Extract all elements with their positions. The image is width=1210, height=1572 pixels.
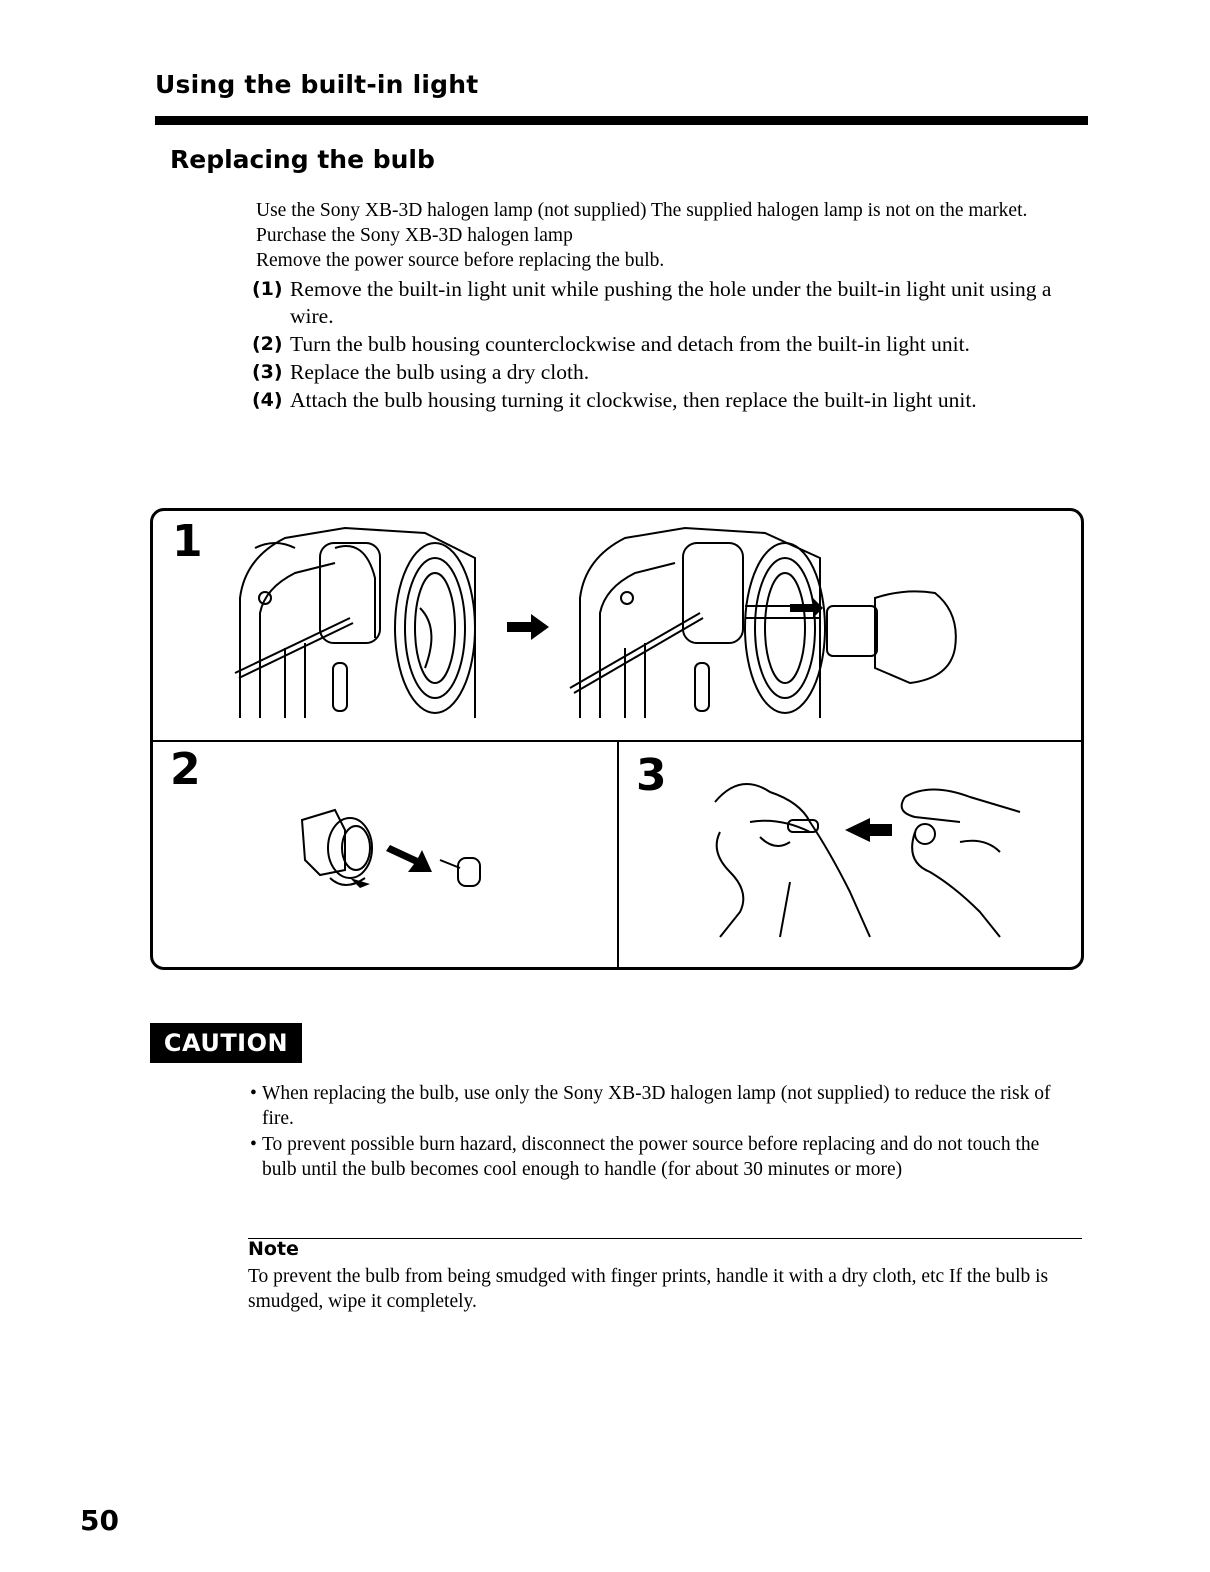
caution-label: CAUTION bbox=[150, 1023, 302, 1063]
note-text: To prevent the bulb from being smudged with finger prints, handle it with a dry cloth, etc If the bulb is smudged, wipe it completely. bbox=[248, 1266, 1049, 1312]
caution-item-text: When replacing the bulb, use only the Sony XB-3D halogen lamp (not supplied) to reduce the risk of fire. bbox=[262, 1083, 1051, 1129]
step-text: Turn the bulb housing counterclockwise and detach from the built-in light unit. bbox=[290, 332, 970, 356]
panel-1-label: 1 bbox=[172, 516, 203, 567]
step-item bbox=[252, 387, 1092, 414]
caution-item-text: To prevent possible burn hazard, disconnect the power source before replacing and do not touch the bulb until the bulb becomes cool enough to handle (for about 30 minutes or more) bbox=[262, 1134, 1040, 1180]
step-text: Remove the built-in light unit while pushing the hole under the built-in light unit using a wire. bbox=[290, 277, 1052, 328]
section-title: Using the built-in light bbox=[155, 70, 479, 99]
note-rule bbox=[248, 1238, 1082, 1239]
steps-list bbox=[252, 276, 1092, 415]
camcorder-light-unit-illustration bbox=[225, 518, 495, 740]
caution-item bbox=[248, 1081, 1078, 1131]
intro-text bbox=[256, 198, 1096, 273]
step-number: (1) bbox=[252, 278, 283, 300]
replace-bulb-with-cloth-illustration bbox=[700, 762, 1030, 942]
panel-2-label: 2 bbox=[170, 744, 201, 795]
intro-line-1: Use the Sony XB-3D halogen lamp (not supplied) The supplied halogen lamp is not on the market. Purchase the Sony XB-3D halogen lamp bbox=[256, 200, 1028, 246]
page-number: 50 bbox=[80, 1504, 119, 1537]
step-text: Attach the bulb housing turning it clockwise, then replace the built-in light unit. bbox=[290, 388, 977, 412]
bullet-icon: • bbox=[250, 1134, 257, 1155]
section-rule bbox=[155, 116, 1088, 125]
intro-line-2: Remove the power source before replacing the bulb. bbox=[256, 250, 665, 271]
step-number: (2) bbox=[252, 333, 283, 355]
bullet-icon: • bbox=[250, 1083, 257, 1104]
panel-3-label: 3 bbox=[636, 750, 667, 801]
step-number: (3) bbox=[252, 361, 283, 383]
camcorder-light-detached-illustration bbox=[565, 518, 965, 740]
subsection-title: Replacing the bulb bbox=[170, 145, 435, 174]
step-text: Replace the bulb using a dry cloth. bbox=[290, 360, 590, 384]
step-item bbox=[252, 331, 1092, 358]
arrow-right-icon bbox=[505, 612, 551, 642]
caution-item bbox=[248, 1132, 1078, 1182]
note-heading: Note bbox=[248, 1238, 299, 1260]
illustration-divider-vertical bbox=[617, 741, 619, 969]
step-item bbox=[252, 359, 1092, 386]
caution-list bbox=[248, 1081, 1078, 1183]
step-number: (4) bbox=[252, 389, 283, 411]
bulb-housing-removal-illustration bbox=[290, 800, 490, 900]
step-item bbox=[252, 276, 1092, 330]
